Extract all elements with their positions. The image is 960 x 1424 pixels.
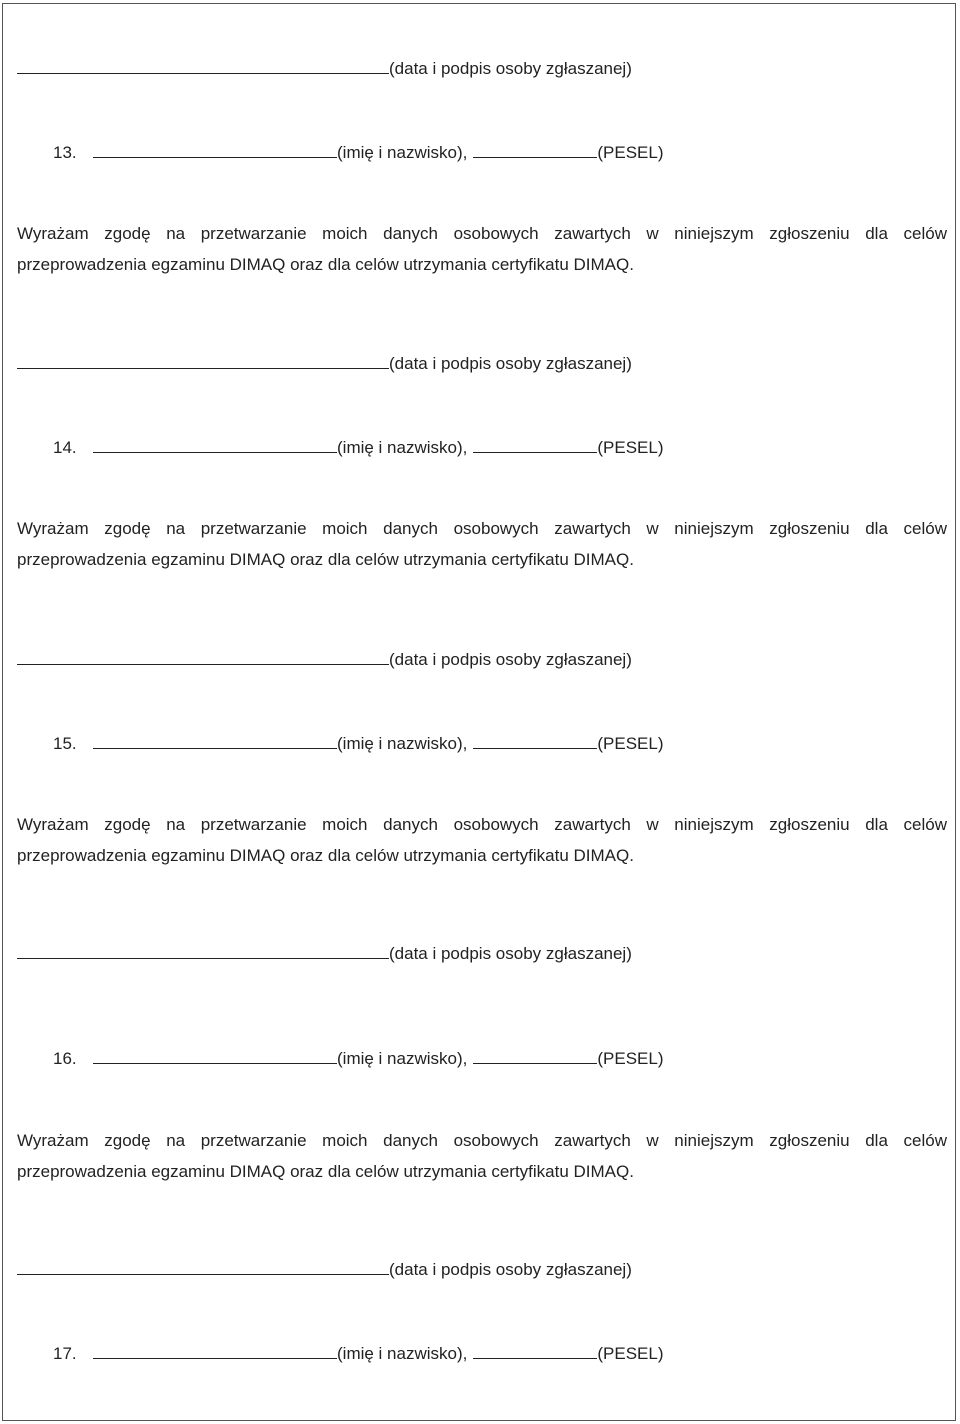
- signature-label: (data i podpis osoby zgłaszanej): [389, 354, 632, 373]
- signature-line: [17, 58, 632, 80]
- entry-number: 17.: [53, 1344, 77, 1363]
- document-page: [2, 3, 956, 1421]
- pesel-blank[interactable]: [473, 1343, 597, 1359]
- pesel-blank[interactable]: [473, 142, 597, 158]
- consent-line-2: przeprowadzenia egzaminu DIMAQ oraz dla celów utrzymania certyfikatu DIMAQ.: [17, 255, 634, 274]
- name-label: (imię i nazwisko),: [337, 1344, 468, 1363]
- name-blank[interactable]: [93, 1343, 337, 1359]
- pesel-label: (PESEL): [597, 1344, 664, 1363]
- consent-text: [17, 809, 947, 871]
- name-blank[interactable]: [93, 437, 337, 453]
- consent-text: [17, 513, 947, 575]
- pesel-label: (PESEL): [597, 1049, 664, 1068]
- consent-line-1: Wyrażam zgodę na przetwarzanie moich danych osobowych zawartych w niniejszym zgłoszeniu dla celów: [17, 1131, 947, 1150]
- pesel-blank[interactable]: [473, 733, 597, 749]
- name-label: (imię i nazwisko),: [337, 734, 468, 753]
- consent-text: [17, 218, 947, 280]
- signature-label: (data i podpis osoby zgłaszanej): [389, 944, 632, 963]
- pesel-label: (PESEL): [597, 734, 664, 753]
- entry-number: 16.: [53, 1049, 77, 1068]
- consent-line-1: Wyrażam zgodę na przetwarzanie moich danych osobowych zawartych w niniejszym zgłoszeniu dla celów: [17, 224, 947, 243]
- consent-line-2: przeprowadzenia egzaminu DIMAQ oraz dla celów utrzymania certyfikatu DIMAQ.: [17, 550, 634, 569]
- name-label: (imię i nazwisko),: [337, 1049, 468, 1068]
- consent-line-2: przeprowadzenia egzaminu DIMAQ oraz dla celów utrzymania certyfikatu DIMAQ.: [17, 1162, 634, 1181]
- consent-text: [17, 1125, 947, 1187]
- signature-line: [17, 353, 632, 375]
- signature-blank[interactable]: [17, 58, 389, 74]
- signature-blank[interactable]: [17, 353, 389, 369]
- pesel-blank[interactable]: [473, 1048, 597, 1064]
- name-blank[interactable]: [93, 733, 337, 749]
- signature-blank[interactable]: [17, 943, 389, 959]
- signature-label: (data i podpis osoby zgłaszanej): [389, 59, 632, 78]
- name-label: (imię i nazwisko),: [337, 438, 468, 457]
- consent-line-2: przeprowadzenia egzaminu DIMAQ oraz dla celów utrzymania certyfikatu DIMAQ.: [17, 846, 634, 865]
- signature-blank[interactable]: [17, 649, 389, 665]
- entry-number: 13.: [53, 143, 77, 162]
- entry-number: 15.: [53, 734, 77, 753]
- entry-number: 14.: [53, 438, 77, 457]
- pesel-label: (PESEL): [597, 143, 664, 162]
- entry-header: [53, 142, 664, 164]
- consent-line-1: Wyrażam zgodę na przetwarzanie moich danych osobowych zawartych w niniejszym zgłoszeniu dla celów: [17, 815, 947, 834]
- signature-line: [17, 943, 632, 965]
- entry-header: [53, 1343, 664, 1365]
- consent-line-1: Wyrażam zgodę na przetwarzanie moich danych osobowych zawartych w niniejszym zgłoszeniu dla celów: [17, 519, 947, 538]
- pesel-blank[interactable]: [473, 437, 597, 453]
- name-blank[interactable]: [93, 1048, 337, 1064]
- pesel-label: (PESEL): [597, 438, 664, 457]
- signature-line: [17, 649, 632, 671]
- signature-blank[interactable]: [17, 1259, 389, 1275]
- name-label: (imię i nazwisko),: [337, 143, 468, 162]
- entry-header: [53, 733, 664, 755]
- signature-label: (data i podpis osoby zgłaszanej): [389, 650, 632, 669]
- entry-header: [53, 437, 664, 459]
- signature-line: [17, 1259, 632, 1281]
- entry-header: [53, 1048, 664, 1070]
- name-blank[interactable]: [93, 142, 337, 158]
- signature-label: (data i podpis osoby zgłaszanej): [389, 1260, 632, 1279]
